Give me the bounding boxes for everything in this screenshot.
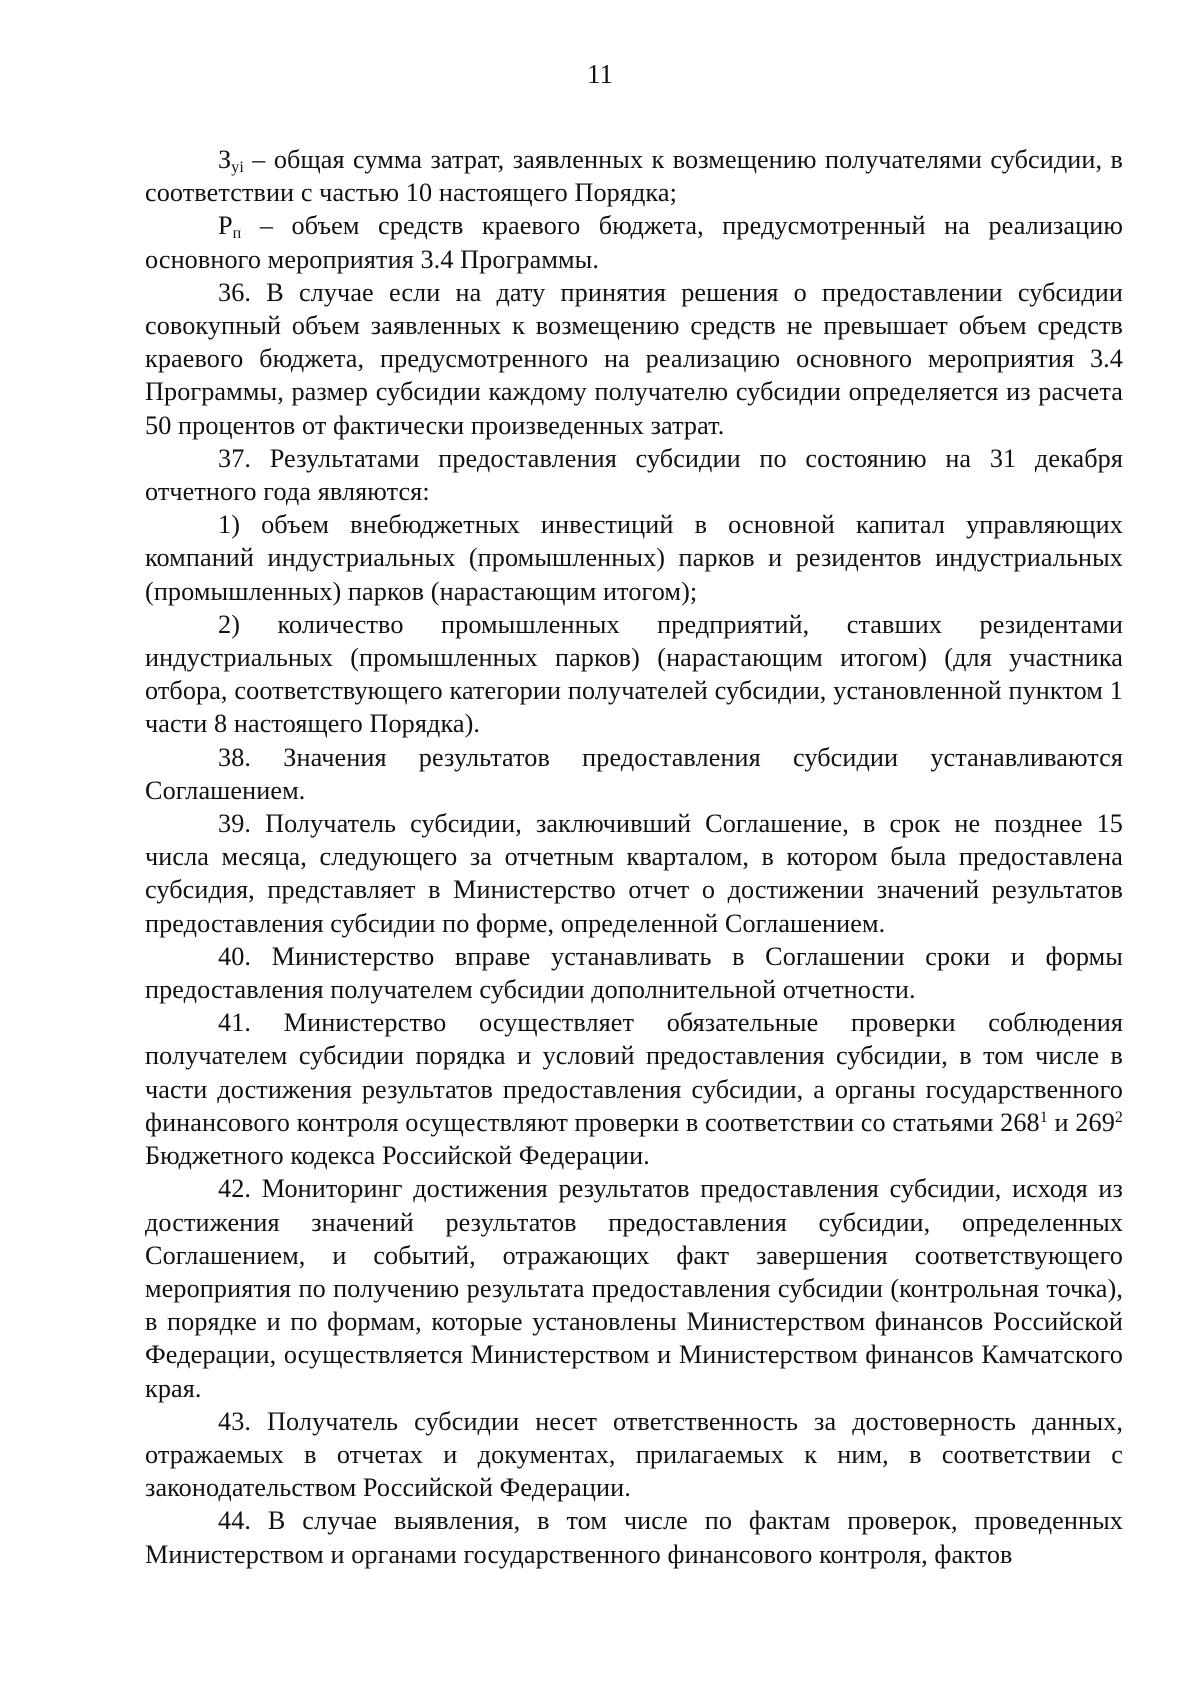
paragraph-41-text-middle: и 269 — [1047, 1107, 1115, 1137]
paragraph-42: 42. Мониторинг достижения результатов предоставления субсидии, исходя из достижения значений результатов предоставления субсидии, определенных Соглашением, и событий, отражающих факт завершения соответствующего мероприятия по получению результата предоставления субсидии (контрольная точка), в порядке и по формам, которые установлены Министерством финансов Российской Федерации, осуществляется Министерством и Министерством финансов Камчатского края. — [145, 1174, 1123, 1403]
superscript-268: 1 — [1039, 1108, 1048, 1126]
paragraph-41-text-after: Бюджетного кодекса Российской Федерации. — [145, 1141, 650, 1171]
superscript-269: 2 — [1114, 1108, 1123, 1126]
definition-zyi-text: – общая сумма затрат, заявленных к возмещению получателями субсидии, в соответствии с частью 10 настоящего Порядка; — [145, 145, 1123, 208]
paragraph-37: 37. Результатами предоставления субсидии по состоянию на 31 декабря отчетного года являются: — [145, 443, 1123, 507]
document-body — [145, 143, 1123, 1571]
definition-rp — [145, 209, 1123, 275]
page-number: 11 — [587, 59, 613, 89]
paragraph-40: 40. Министерство вправе устанавливать в Соглашении сроки и формы предоставления получателем субсидии дополнительной отчетности. — [145, 941, 1123, 1005]
paragraph-36: 36. В случае если на дату принятия решения о предоставлении субсидии совокупный объем заявленных к возмещению средств не превышает объем средств краевого бюджета, предусмотренного на реализацию основного мероприятия 3.4 Программы, размер субсидии каждому получателю субсидии определяется из расчета 50 процентов от фактически произведенных затрат. — [145, 277, 1123, 440]
paragraph-39: 39. Получатель субсидии, заключивший Соглашение, в срок не позднее 15 числа месяца, следующего за отчетным кварталом, в котором была предоставлена субсидия, представляет в Министерство отчет о достижении значений результатов предоставления субсидии по форме, определенной Соглашением. — [145, 809, 1123, 938]
symbol-r: Р — [218, 211, 233, 241]
paragraph-41-text-before: 41. Министерство осуществляет обязательные проверки соблюдения получателем субсидии порядка и условий предоставления субсидии, в том числе в части достижения результатов предоставления субсидии, а органы государственного финансового контроля осуществляют проверки в соответствии со статьями 268 — [145, 1008, 1123, 1137]
subscript-p: п — [232, 225, 242, 243]
paragraph-37-item-1: 1) объем внебюджетных инвестиций в основной капитал управляющих компаний индустриальных (промышленных) парков и резидентов индустриальных (промышленных) парков (нарастающим итогом); — [145, 510, 1123, 606]
subscript-yi: yi — [231, 159, 244, 176]
paragraph-37-item-2: 2) количество промышленных предприятий, ставших резидентами индустриальных (промышленных парков) (нарастающим итогом) (для участника отбора, соответствующего категории получателей субсидии, установленной пунктом 1 части 8 настоящего Порядка). — [145, 609, 1123, 739]
paragraph-43: 43. Получатель субсидии несет ответственность за достоверность данных, отражаемых в отчетах и документах, прилагаемых к ним, в соответствии с законодательством Российской Федерации. — [145, 1406, 1123, 1503]
paragraph-41 — [145, 1006, 1123, 1172]
definition-zyi — [145, 143, 1123, 209]
definition-rp-text: – объем средств краевого бюджета, предусмотренный на реализацию основного мероприятия 3.4 Программы. — [145, 211, 1123, 274]
paragraph-44: 44. В случае выявления, в том числе по фактам проверок, проведенных Министерством и органами государственного финансового контроля, фактов — [145, 1506, 1123, 1569]
paragraph-38: 38. Значения результатов предоставления субсидии устанавливаются Соглашением. — [145, 742, 1123, 805]
symbol-z: З — [218, 145, 232, 174]
